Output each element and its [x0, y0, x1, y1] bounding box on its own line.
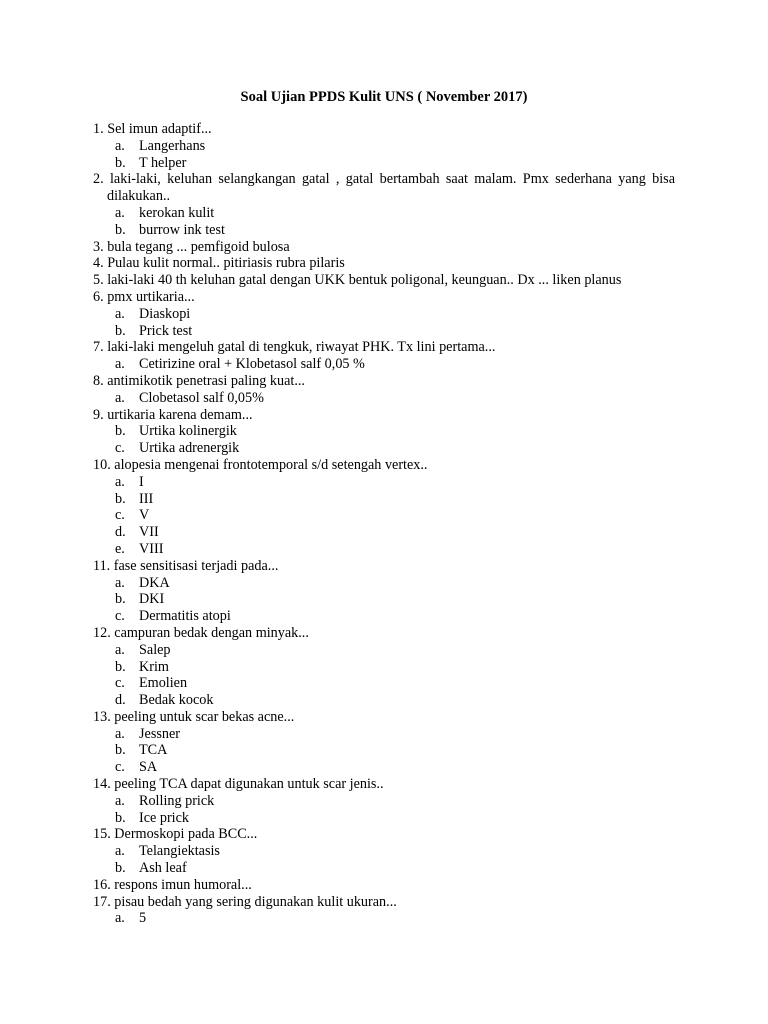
question-item: 9. urtikaria karena demam...	[93, 406, 253, 423]
option-text: Cetirizine oral + Klobetasol salf 0,05 %	[139, 356, 365, 373]
option-text: Clobetasol salf 0,05%	[139, 389, 264, 406]
option-letter: b.	[115, 154, 126, 171]
question-list	[93, 121, 675, 927]
option-text: Langerhans	[139, 137, 206, 154]
question-item: 8. antimikotik penetrasi paling kuat...	[93, 372, 305, 389]
option-text: Krim	[139, 658, 169, 675]
answer-option	[93, 423, 675, 440]
option-text: TCA	[139, 742, 168, 759]
option-text: Prick test	[139, 322, 193, 339]
option-text: Ice prick	[139, 809, 190, 826]
answer-option	[93, 390, 675, 407]
answer-option	[93, 726, 675, 743]
answer-option	[93, 541, 675, 558]
option-letter: c.	[115, 759, 125, 776]
option-letter: b.	[115, 322, 126, 339]
answer-option	[93, 205, 675, 222]
option-letter: b.	[115, 742, 126, 759]
answer-option	[93, 356, 675, 373]
answer-option	[93, 810, 675, 827]
question-item: 15. Dermoskopi pada BCC...	[93, 826, 258, 843]
option-letter: a.	[115, 574, 125, 591]
option-text: Urtika kolinergik	[139, 423, 237, 440]
question-item: 10. alopesia mengenai frontotemporal s/d setengah vertex..	[93, 456, 428, 473]
option-letter: b.	[115, 860, 126, 877]
question-item: 11. fase sensitisasi terjadi pada...	[93, 557, 279, 574]
answer-option	[93, 306, 675, 323]
option-text: Dermatitis atopi	[139, 608, 231, 625]
option-letter: b.	[115, 490, 126, 507]
option-letter: a.	[115, 137, 125, 154]
option-letter: b.	[115, 423, 126, 440]
answer-option	[93, 222, 675, 239]
answer-option	[93, 524, 675, 541]
answer-option	[93, 642, 675, 659]
option-letter: a.	[115, 910, 125, 927]
question-item: 13. peeling untuk scar bekas acne...	[93, 708, 295, 725]
answer-option	[93, 659, 675, 676]
option-text: DKI	[139, 591, 165, 608]
option-letter: c.	[115, 608, 125, 625]
option-letter: c.	[115, 440, 125, 457]
option-text: kerokan kulit	[139, 204, 215, 221]
option-letter: c.	[115, 507, 125, 524]
answer-option	[93, 742, 675, 759]
question-item: 3. bula tegang ... pemfigoid bulosa	[93, 238, 290, 255]
option-text: Bedak kocok	[139, 692, 214, 709]
option-letter: d.	[115, 692, 126, 709]
option-text: Ash leaf	[139, 860, 187, 877]
option-text: V	[139, 507, 150, 524]
answer-option	[93, 138, 675, 155]
option-letter: b.	[115, 809, 126, 826]
question-item: 6. pmx urtikaria...	[93, 288, 195, 305]
option-text: Telangiektasis	[139, 843, 220, 860]
option-letter: a.	[115, 473, 125, 490]
option-letter: a.	[115, 843, 125, 860]
option-letter: a.	[115, 725, 125, 742]
option-text: Rolling prick	[139, 792, 215, 809]
option-letter: c.	[115, 675, 125, 692]
option-letter: b.	[115, 591, 126, 608]
option-letter: b.	[115, 221, 126, 238]
question-item: 7. laki-laki mengeluh gatal di tengkuk, riwayat PHK. Tx lini pertama...	[93, 339, 496, 356]
answer-option	[93, 575, 675, 592]
option-text: VIII	[139, 540, 164, 557]
option-text: burrow ink test	[139, 221, 225, 238]
answer-option	[93, 910, 675, 927]
question-item: 12. campuran bedak dengan minyak...	[93, 624, 309, 641]
option-text: VII	[139, 524, 159, 541]
answer-option	[93, 793, 675, 810]
option-letter: a.	[115, 389, 125, 406]
answer-option	[93, 323, 675, 340]
option-text: Salep	[139, 641, 171, 658]
question-item: 2. laki-laki, keluhan selangkangan gatal , gatal bertambah saat malam. Pmx sederhana yang bisa dilakukan..	[93, 171, 675, 205]
answer-option	[93, 591, 675, 608]
answer-option	[93, 860, 675, 877]
option-text: Emolien	[139, 675, 188, 692]
question-item: 17. pisau bedah yang sering digunakan kulit ukuran...	[93, 893, 397, 910]
answer-option	[93, 843, 675, 860]
option-text: T helper	[139, 154, 187, 171]
question-item: 5. laki-laki 40 th keluhan gatal dengan UKK bentuk poligonal, keunguan.. Dx ... liken planus	[93, 272, 622, 289]
document-title: Soal Ujian PPDS Kulit UNS ( November 2017)	[240, 89, 528, 105]
option-text: Jessner	[139, 725, 180, 742]
answer-option	[93, 608, 675, 625]
option-text: DKA	[139, 574, 170, 591]
option-letter: a.	[115, 641, 125, 658]
answer-option	[93, 474, 675, 491]
option-letter: a.	[115, 204, 125, 221]
question-item: 16. respons imun humoral...	[93, 876, 252, 893]
answer-option	[93, 491, 675, 508]
option-letter: a.	[115, 305, 125, 322]
option-letter: a.	[115, 792, 125, 809]
option-text: 5	[139, 910, 147, 927]
answer-option	[93, 155, 675, 172]
option-text: I	[139, 473, 144, 490]
answer-option	[93, 440, 675, 457]
option-letter: e.	[115, 540, 125, 557]
answer-option	[93, 692, 675, 709]
answer-option	[93, 507, 675, 524]
answer-option	[93, 675, 675, 692]
option-letter: a.	[115, 356, 125, 373]
option-text: III	[139, 490, 154, 507]
option-letter: d.	[115, 524, 126, 541]
option-letter: b.	[115, 658, 126, 675]
question-item: 4. Pulau kulit normal.. pitiriasis rubra pilaris	[93, 255, 345, 272]
option-text: SA	[139, 759, 158, 776]
answer-option	[93, 759, 675, 776]
question-item: 1. Sel imun adaptif...	[93, 121, 212, 137]
option-text: Diaskopi	[139, 305, 191, 322]
option-text: Urtika adrenergik	[139, 440, 240, 457]
question-item: 14. peeling TCA dapat digunakan untuk scar jenis..	[93, 776, 384, 793]
